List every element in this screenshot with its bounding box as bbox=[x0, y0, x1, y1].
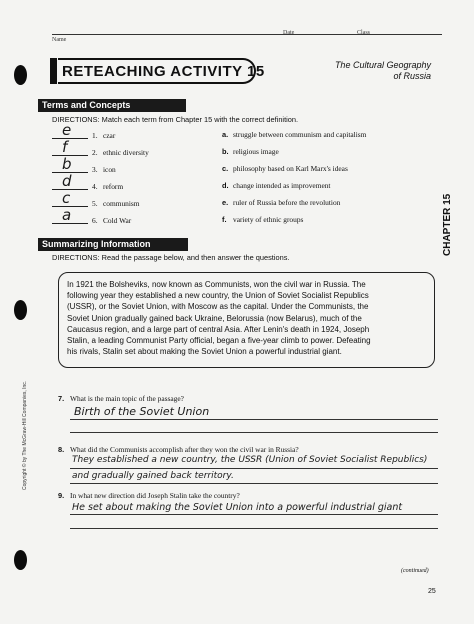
answer-line bbox=[70, 432, 438, 433]
subtitle-line-2: of Russia bbox=[393, 71, 431, 81]
question-text: In what new direction did Joseph Stalin take the country? bbox=[70, 491, 240, 500]
term-text: communism bbox=[103, 199, 140, 208]
handwritten-answer[interactable]: They established a new country, the USSR (Union of Soviet Socialist Republics) bbox=[72, 455, 428, 465]
match-row bbox=[52, 172, 442, 195]
handwritten-answer: b bbox=[62, 155, 72, 173]
passage-line: following year they established a new country, the Union of Soviet Socialist Republics bbox=[67, 291, 369, 301]
handwritten-answer: d bbox=[62, 172, 72, 190]
chapter-subtitle bbox=[335, 60, 431, 82]
continued-note: (continued) bbox=[401, 568, 429, 574]
term-number: 4. bbox=[92, 182, 98, 191]
answer-line bbox=[70, 514, 438, 515]
definition-letter: a. bbox=[222, 130, 229, 139]
term-text: icon bbox=[103, 165, 116, 174]
answer-line bbox=[70, 528, 438, 529]
summary-directions: DIRECTIONS: Read the passage below, and then answer the questions. bbox=[52, 253, 290, 262]
term-number: 3. bbox=[92, 165, 98, 174]
handwritten-answer: f bbox=[62, 138, 68, 156]
question-number: 9. bbox=[58, 491, 65, 500]
term-text: ethnic diversity bbox=[103, 148, 149, 157]
term-text: Cold War bbox=[103, 216, 132, 225]
handwritten-answer[interactable]: Birth of the Soviet Union bbox=[74, 405, 210, 418]
term-number: 1. bbox=[92, 131, 98, 140]
handwritten-answer: e bbox=[62, 121, 72, 139]
term-number: 5. bbox=[92, 199, 98, 208]
definition-letter: e. bbox=[222, 198, 229, 207]
title-bar-accent bbox=[50, 58, 57, 84]
match-row bbox=[52, 138, 442, 161]
binder-hole-bottom bbox=[14, 550, 27, 570]
binder-hole-top bbox=[14, 65, 27, 85]
question-text: What is the main topic of the passage? bbox=[70, 394, 184, 403]
passage-line: Stalin, a leading Communist Party official, began a five-year climb to power. Defeating bbox=[67, 336, 371, 346]
definition-text: change intended as improvement bbox=[233, 181, 331, 190]
question-number: 7. bbox=[58, 394, 65, 403]
header-rule bbox=[52, 34, 442, 35]
copyright-notice: Copyright © by The McGraw-Hill Companies, Inc. bbox=[22, 380, 28, 490]
question-text: What did the Communists accomplish after they won the civil war in Russia? bbox=[70, 445, 299, 454]
chapter-label: CHAPTER 15 bbox=[442, 193, 453, 256]
summary-heading: Summarizing Information bbox=[38, 238, 188, 251]
page-number: 25 bbox=[428, 588, 436, 595]
match-row bbox=[52, 121, 442, 144]
passage-line: Soviet Union gradually gained back Ukraine, Belorussia (now Belarus), much of the bbox=[67, 313, 362, 323]
answer-line bbox=[70, 468, 438, 469]
passage-line: (USSR), or the Soviet Union, with Moscow as the capital. Under the Communists, the bbox=[67, 302, 369, 312]
binder-hole-middle bbox=[14, 300, 27, 320]
passage-line: Caucasus region, and a large part of central Asia. After Lenin's death in 1924, Joseph bbox=[67, 324, 370, 334]
passage-line: his rivals, Stalin set about making the Soviet Union a powerful industrial giant. bbox=[67, 347, 342, 357]
subtitle-line-1: The Cultural Geography bbox=[334, 60, 431, 70]
match-row bbox=[52, 155, 442, 178]
answer-line bbox=[70, 483, 438, 484]
definition-letter: b. bbox=[222, 147, 229, 156]
definition-text: struggle between communism and capitalism bbox=[233, 130, 367, 139]
term-number: 2. bbox=[92, 148, 98, 157]
handwritten-answer[interactable]: and gradually gained back territory. bbox=[72, 471, 234, 481]
question-number: 8. bbox=[58, 445, 65, 454]
match-row bbox=[52, 189, 442, 212]
class-label: Class bbox=[357, 30, 371, 36]
answer-blank[interactable] bbox=[52, 121, 88, 139]
reading-passage bbox=[58, 272, 435, 368]
definition-text: ruler of Russia before the revolution bbox=[233, 198, 341, 207]
definition-letter: c. bbox=[222, 164, 229, 173]
passage-line: In 1921 the Bolsheviks, now known as Communists, won the civil war in Russia. The bbox=[67, 280, 366, 289]
answer-line bbox=[70, 419, 438, 420]
term-text: czar bbox=[103, 131, 116, 140]
definition-letter: d. bbox=[222, 181, 229, 190]
name-label: Name bbox=[52, 37, 67, 43]
terms-heading: Terms and Concepts bbox=[38, 99, 186, 112]
activity-title: RETEACHING ACTIVITY 15 bbox=[62, 63, 265, 80]
handwritten-answer[interactable]: He set about making the Soviet Union into a powerful industrial giant bbox=[72, 502, 403, 513]
definition-text: religious image bbox=[233, 147, 279, 156]
terms-directions: DIRECTIONS: Match each term from Chapter 15 with the correct definition. bbox=[52, 115, 299, 124]
match-row bbox=[52, 206, 442, 229]
handwritten-answer: c bbox=[62, 189, 71, 207]
definition-text: variety of ethnic groups bbox=[233, 215, 304, 224]
date-label: Date bbox=[283, 30, 295, 36]
definition-text: philosophy based on Karl Marx's ideas bbox=[233, 164, 348, 173]
definition-letter: f. bbox=[222, 215, 227, 224]
handwritten-answer: a bbox=[62, 206, 72, 224]
term-text: reform bbox=[103, 182, 124, 191]
term-number: 6. bbox=[92, 216, 98, 225]
answer-blank[interactable] bbox=[52, 206, 88, 224]
